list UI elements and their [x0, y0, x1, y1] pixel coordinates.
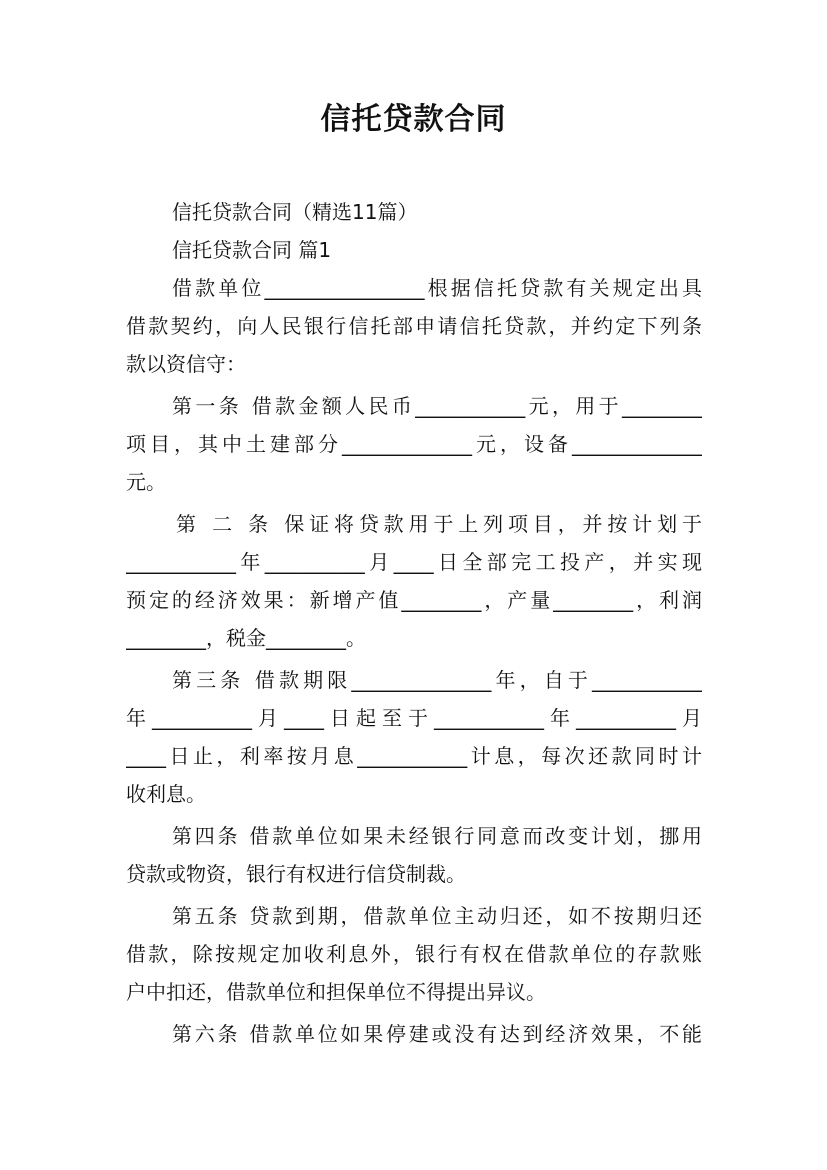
paragraph-line: 第五条 贷款到期，借款单位主动归还，如不按期归还 [172, 904, 702, 928]
section-heading: 信托贷款合同 篇1 [172, 238, 332, 262]
paragraph-line: 项目，其中土建部分_____________元，设备_____________ [126, 432, 702, 456]
paragraph-line: 预定的经济效果：新增产值________，产量________，利润 [126, 588, 702, 612]
paragraph-line: ____日止，利率按月息___________计息，每次还款同时计 [126, 744, 702, 768]
paragraph-line: 第六条 借款单位如果停建或没有达到经济效果，不能 [172, 1022, 702, 1046]
paragraph-line: 贷款或物资，银行有权进行信贷制裁。 [126, 862, 466, 886]
paragraph-line: 户中扣还，借款单位和担保单位不得提出异议。 [126, 980, 546, 1004]
paragraph-line: 收利息。 [126, 782, 206, 806]
paragraph-line: 借款契约，向人民银行信托部申请信托贷款，并约定下列条 [126, 314, 702, 338]
paragraph-line: 第 二 条 保证将贷款用于上列项目，并按计划于 [176, 512, 702, 536]
paragraph-line: 元。 [126, 470, 166, 494]
paragraph-line: 年__________月____日起至于___________年__________月 [126, 706, 702, 730]
paragraph-line: 第四条 借款单位如果未经银行同意而改变计划，挪用 [172, 824, 702, 848]
document-subtitle: 信托贷款合同（精选11篇） [172, 200, 418, 224]
document-title: 信托贷款合同 [320, 102, 507, 137]
paragraph-line: 款以资信守： [126, 352, 246, 376]
paragraph-line: 第三条 借款期限______________年，自于___________ [172, 668, 702, 692]
paragraph-line: 借款单位________________根据信托贷款有关规定出具 [172, 276, 702, 300]
paragraph-line: ________，税金________。 [126, 626, 366, 650]
paragraph-line: ___________年__________月____日全部完工投产，并实现 [126, 550, 702, 574]
paragraph-line: 借款，除按规定加收利息外，银行有权在借款单位的存款账 [126, 942, 702, 966]
paragraph-line: 第一条 借款金额人民币___________元，用于________ [172, 394, 702, 418]
